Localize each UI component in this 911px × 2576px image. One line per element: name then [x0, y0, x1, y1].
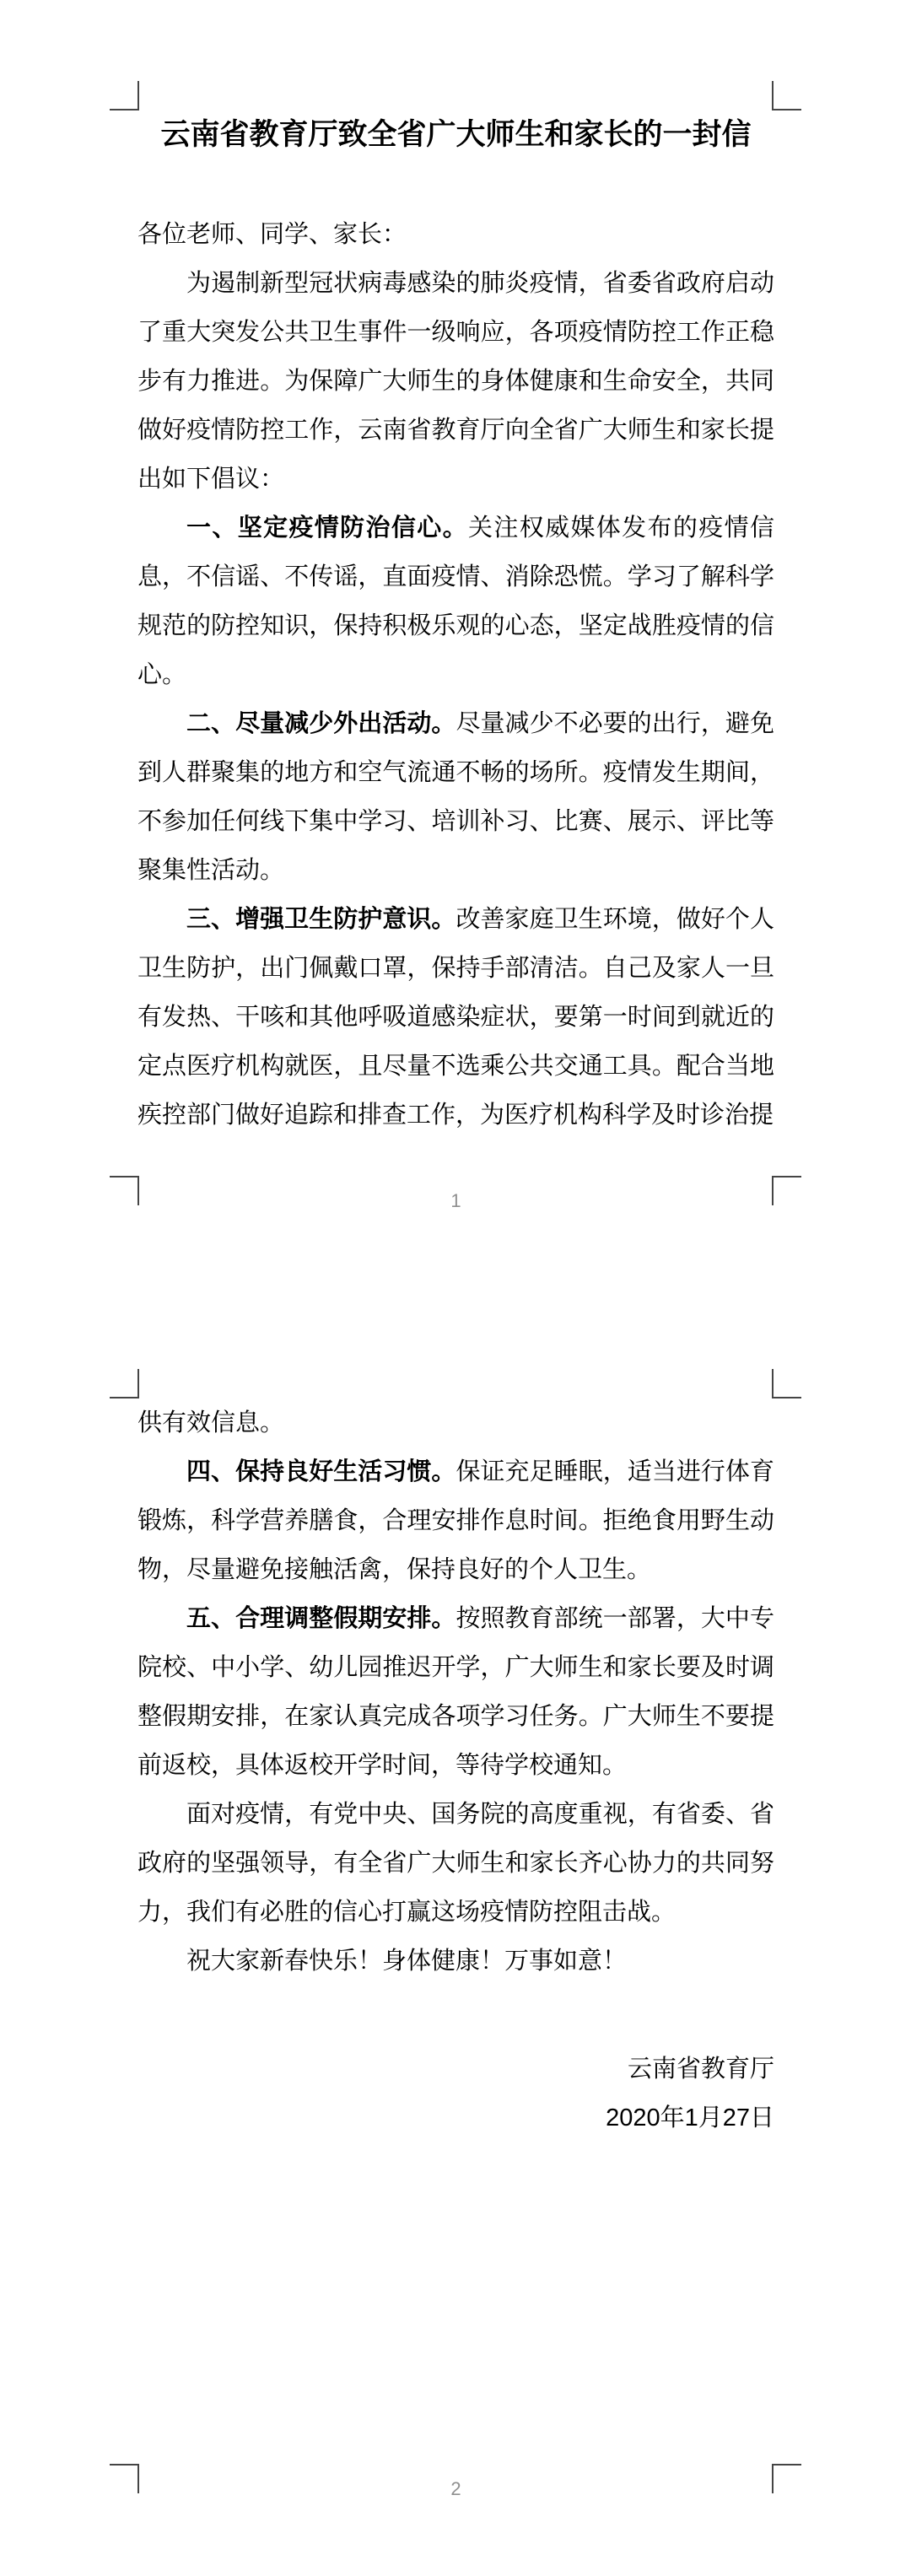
text-boundary-mark-top-left	[110, 81, 139, 110]
page-2	[0, 1288, 911, 2576]
text-boundary-mark-top-right	[772, 81, 801, 110]
page-number-1: 1	[450, 1190, 461, 1211]
body-paragraph: 祝大家新春快乐！身体健康！万事如意！	[186, 1948, 628, 1975]
text-boundary-mark-top-right	[772, 1369, 801, 1398]
numbered-item-paragraph: 二、尽量减少外出活动。尽量减少不必要的出行，避免到人群聚集的地方和空气流通不畅的场所。疫情发生期间，不参加任何线下集中学习、培训补习、比赛、展示、评比等聚集性活动。	[137, 710, 774, 884]
numbered-item-paragraph: 一、坚定疫情防治信心。关注权威媒体发布的疫情信息，不信谣、不传谣，直面疫情、消除恐慌。学习了解科学规范的防控知识，保持积极乐观的心态，坚定战胜疫情的信心。	[137, 515, 774, 688]
page-2-content	[137, 1398, 774, 2142]
body-paragraph: 面对疫情，有党中央、国务院的高度重视，有省委、省政府的坚强领导，有全省广大师生和家长齐心协力的共同努力，我们有必胜的信心打赢这场疫情防控阻击战。	[137, 1801, 774, 1926]
page-1-paragraphs	[137, 259, 774, 1140]
page-2-paragraphs	[137, 1398, 774, 1986]
page-number-2: 2	[450, 2478, 461, 2499]
text-boundary-mark-bottom-left	[110, 1176, 139, 1205]
body-paragraph: 供有效信息。	[137, 1409, 285, 1436]
signature: 云南省教育厅	[627, 2056, 774, 2083]
numbered-item-paragraph: 四、保持良好生活习惯。保证充足睡眠，适当进行体育锻炼，科学营养膳食，合理安排作息时间。拒绝食用野生动物，尽量避免接触活禽，保持良好的个人卫生。	[137, 1458, 774, 1583]
item-heading: 一、坚定疫情防治信心。	[186, 515, 468, 542]
text-boundary-mark-top-left	[110, 1369, 139, 1398]
text-boundary-mark-bottom-right	[772, 2464, 801, 2493]
item-heading: 二、尽量减少外出活动。	[186, 710, 456, 737]
page-1-content	[137, 110, 774, 1140]
text-boundary-mark-bottom-left	[110, 2464, 139, 2493]
numbered-item-paragraph: 五、合理调整假期安排。按照教育部统一部署，大中专院校、中小学、幼儿园推迟开学，广大师生和家长要及时调整假期安排，在家认真完成各项学习任务。广大师生不要提前返校，具体返校开学时间，等待学校通知。	[137, 1605, 774, 1779]
item-heading: 三、增强卫生防护意识。	[186, 906, 456, 933]
item-heading: 五、合理调整假期安排。	[186, 1605, 456, 1632]
letter-title: 云南省教育厅致全省广大师生和家长的一封信	[160, 118, 752, 151]
text-boundary-mark-bottom-right	[772, 1176, 801, 1205]
body-paragraph: 为遏制新型冠状病毒感染的肺炎疫情，省委省政府启动了重大突发公共卫生事件一级响应，各项疫情防控工作正稳步有力推进。为保障广大师生的身体健康和生命安全，共同做好疫情防控工作，云南省教育厅向全省广大师生和家长提出如下倡议：	[137, 270, 774, 493]
salutation: 各位老师、同学、家长：	[137, 221, 407, 248]
item-heading: 四、保持良好生活习惯。	[186, 1458, 456, 1485]
signature-date: 2020年1月27日	[606, 2104, 774, 2131]
numbered-item-paragraph: 三、增强卫生防护意识。改善家庭卫生环境，做好个人卫生防护，出门佩戴口罩，保持手部清洁。自己及家人一旦有发热、干咳和其他呼吸道感染症状，要第一时间到就近的定点医疗机构就医，且尽量不选乘公共交通工具。配合当地疾控部门做好追踪和排查工作，为医疗机构科学及时诊治提	[137, 906, 774, 1129]
